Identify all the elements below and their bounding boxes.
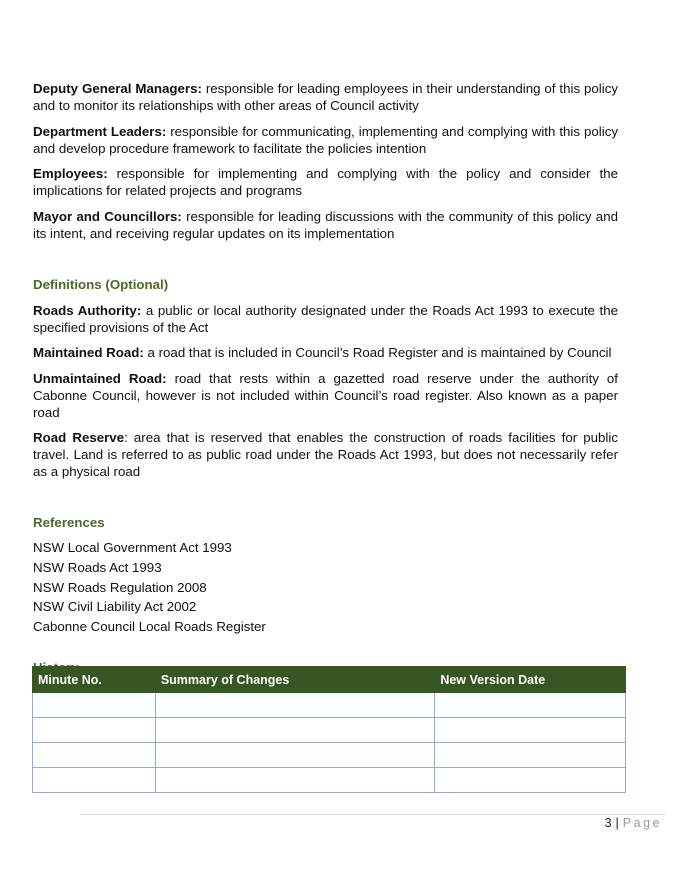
page-number-separator: | xyxy=(615,816,619,830)
responsibility-employees: Employees: responsible for implementing and complying with the policy and consider the implications for related projects and programs xyxy=(33,166,618,198)
table-cell xyxy=(33,768,156,793)
definitions-heading: Definitions (Optional) xyxy=(33,276,169,292)
history-header-row xyxy=(33,667,626,693)
table-cell xyxy=(155,768,434,793)
responsibility-mayor-councillors: Mayor and Councillors: responsible for leading discussions with the community of this policy and its intent, and receiving regular updates on its implementation xyxy=(33,208,618,241)
history-table xyxy=(32,666,626,793)
page-number-value: 3 xyxy=(604,816,612,830)
table-cell xyxy=(155,743,434,768)
table-row xyxy=(33,718,626,743)
footer-divider xyxy=(80,814,666,815)
column-header-minute-no: Minute No. xyxy=(33,667,156,693)
document-body xyxy=(33,80,618,686)
table-row xyxy=(33,693,626,718)
table-cell xyxy=(435,768,626,793)
definition-unmaintained-road: Unmaintained Road: road that rests within a gazetted road reserve under the authority of Cabonne Council, however is not included within Council’s road register. Also known as a paper road xyxy=(33,370,619,420)
column-header-summary: Summary of Changes xyxy=(155,667,434,693)
column-header-version-date: New Version Date xyxy=(435,667,626,693)
table-cell xyxy=(33,718,156,743)
page-word: Page xyxy=(622,816,662,830)
table-cell xyxy=(435,693,626,718)
table-cell xyxy=(155,718,434,743)
table-row xyxy=(33,743,626,768)
definition-maintained-road: Maintained Road: a road that is included in Council’s Road Register and is maintained by Council xyxy=(33,345,612,360)
reference-item: NSW Civil Liability Act 2002 xyxy=(33,599,197,615)
definition-road-reserve: Road Reserve: area that is reserved that enables the construction of roads facilities for public travel. Land is referred to as public road under the Roads Act 1993, but does not necessarily refer as a physical road xyxy=(33,430,618,479)
reference-item: NSW Roads Act 1993 xyxy=(33,559,162,575)
reference-item: Cabonne Council Local Roads Register xyxy=(33,619,266,635)
table-cell xyxy=(435,743,626,768)
table-cell xyxy=(33,743,156,768)
table-row xyxy=(33,768,626,793)
table-cell xyxy=(435,718,626,743)
reference-item: NSW Roads Regulation 2008 xyxy=(33,579,207,595)
table-cell xyxy=(155,693,434,718)
references-list xyxy=(33,539,618,635)
responsibility-department-leaders: Department Leaders: responsible for communicating, implementing and complying with this policy and develop procedure framework to facilitate the policies intention xyxy=(33,123,618,156)
references-heading: References xyxy=(33,515,105,530)
definition-roads-authority: Roads Authority: a public or local authority designated under the Roads Act 1993 to execute the specified provisions of the Act xyxy=(33,302,618,335)
responsibility-deputy-gm: Deputy General Managers: responsible for leading employees in their understanding of this policy and to monitor its relationships with other areas of Council activity xyxy=(33,81,618,113)
page-number xyxy=(605,816,662,830)
reference-item: NSW Local Government Act 1993 xyxy=(33,540,232,555)
table-cell xyxy=(33,693,156,718)
